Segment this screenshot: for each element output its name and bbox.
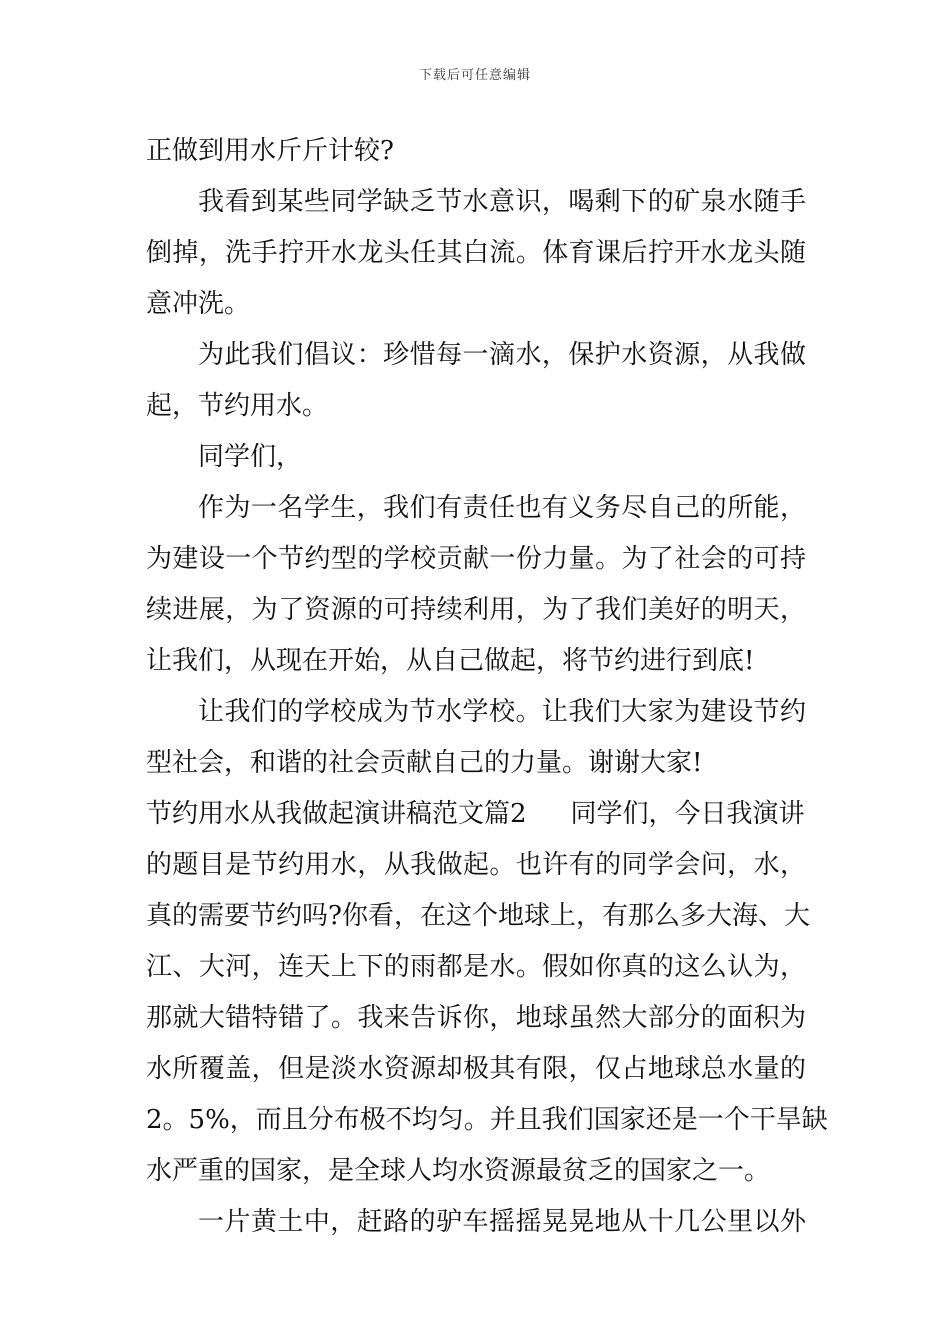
text-line: 江、大河，连天上下的雨都是水。假如你真的这么认为， [146,952,806,982]
text-line: 型社会，和谐的社会贡献自己的力量。谢谢大家! [146,748,703,778]
document-body [146,126,828,1248]
text-line: 让我们，从现在开始，从自己做起，将节约进行到底! [146,646,755,676]
text-line: 为此我们倡议：珍惜每一滴水，保护水资源，从我做 [198,340,806,370]
text-line: 2。5%，而且分布极不均匀。并且我们国家还是一个干旱缺 [146,1105,828,1135]
text-line: 续进展，为了资源的可持续利用，为了我们美好的明天， [146,595,806,625]
text-line: 同学们，今日我演讲 [570,799,805,829]
text-line: 正做到用水斤斤计较? [146,136,394,166]
text-line: 我看到某些同学缺乏节水意识，喝剩下的矿泉水随手 [198,187,806,217]
text-line: 为建设一个节约型的学校贡献一份力量。为了社会的可持 [146,544,806,574]
section-title: 节约用水从我做起演讲稿范文篇2 [146,799,527,829]
text-line: 倒掉，洗手拧开水龙头任其白流。体育课后拧开水龙头随 [146,238,806,268]
text-line: 作为一名学生，我们有责任也有义务尽自己的所能， [198,493,806,523]
page-header: 下载后可任意编辑 [418,68,531,83]
text-line: 起，节约用水。 [146,391,329,421]
text-line: 那就大错特错了。我来告诉你，地球虽然大部分的面积为 [146,1003,806,1033]
text-line: 一片黄土中，赶路的驴车摇摇晃晃地从十几公里以外 [198,1207,806,1237]
text-line: 水所覆盖，但是淡水资源却极其有限，仅占地球总水量的 [146,1054,806,1084]
text-line: 的题目是节约用水，从我做起。也许有的同学会问，水， [146,850,806,880]
text-line: 水严重的国家，是全球人均水资源最贫乏的国家之一。 [146,1156,771,1186]
text-line: 意冲洗。 [146,289,251,319]
text-line: 同学们， [198,442,303,472]
text-line: 真的需要节约吗?你看，在这个地球上，有那么多大海、大 [146,901,810,931]
section-title-line [146,789,806,840]
text-line: 让我们的学校成为节水学校。让我们大家为建设节约 [198,697,806,727]
